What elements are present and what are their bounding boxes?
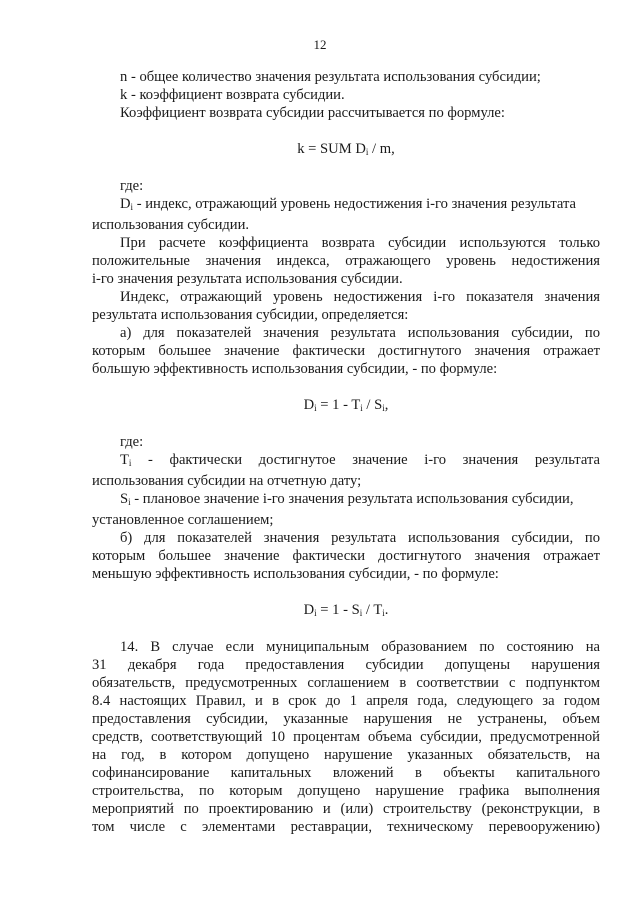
text-line: где: — [120, 178, 144, 194]
text-line: средств, соответствующий 10 процентам объема субсидии, предусмотренной — [92, 729, 600, 745]
document-body — [92, 68, 600, 836]
text-line: использования субсидии на отчетную дату; — [92, 473, 362, 489]
text-line: i-го значения результата использования субсидии. — [92, 271, 403, 287]
formula-d-a: $D_i = 1 - T_i / S_i$, — [303, 397, 389, 413]
text-line: на год, в котором допущено нарушение указанных обязательств, на — [92, 747, 600, 763]
text-line: а) для показателей значения результата использования субсидии, по — [120, 325, 600, 341]
text-line: результата использования субсидии, определяется: — [92, 307, 409, 323]
text-line: Индекс, отражающий уровень недостижения i-го показателя значения — [120, 289, 600, 305]
text-line: где: — [120, 434, 144, 450]
text-line: использования субсидии. — [92, 217, 250, 233]
formula-k: k = SUM $D_i$ / m, — [297, 141, 395, 157]
text-line: k - коэффициент возврата субсидии. — [120, 87, 345, 103]
text-line: 14. В случае если муниципальным образованием по состоянию на — [120, 639, 600, 655]
page-number: 12 — [313, 37, 327, 52]
text-line: При расчете коэффициента возврата субсидии используются только — [120, 235, 600, 251]
text-line: $S_i$ - плановое значение i-го значения результата использования субсидии, — [120, 491, 574, 507]
text-line: большую эффективность использования субсидии, - по формуле: — [92, 361, 498, 377]
text-line: 8.4 настоящих Правил, и в срок до 1 апреля года, следующего за годом — [92, 693, 600, 709]
text-line: б) для показателей значения результата использования субсидии, по — [120, 530, 600, 546]
text-line: установленное соглашением; — [92, 512, 274, 528]
text-line: строительства, по которым допущено нарушение графика выполнения — [92, 783, 600, 799]
text-line: том числе с элементами реставрации, техническому перевооружению) — [92, 819, 600, 835]
text-line: софинансирование капитальных вложений в объекты капитального — [92, 765, 600, 781]
text-line: положительные значения индекса, отражающего уровень недостижения — [92, 253, 600, 269]
text-line: Коэффициент возврата субсидии рассчитывается по формуле: — [120, 105, 505, 121]
text-line: которым большее значение фактически достигнутого значения отражает — [92, 548, 600, 564]
text-line: меньшую эффективность использования субсидии, - по формуле: — [92, 566, 499, 582]
text-line: обязательств, предусмотренных соглашением в соответствии с подпунктом — [92, 675, 600, 691]
text-line: 31 декабря года предоставления субсидии допущены нарушения — [92, 657, 600, 673]
text-line: n - общее количество значения результата использования субсидии; — [120, 69, 541, 85]
text-line: $T_i$ - фактически достигнутое значение i-го значения результата — [120, 452, 600, 468]
text-line: $D_i$ - индекс, отражающий уровень недостижения i-го значения результата — [120, 196, 577, 212]
text-line: которым большее значение фактически достигнутого значения отражает — [92, 343, 600, 359]
formula-d-b: $D_i = 1 - S_i / T_i$. — [303, 602, 389, 618]
text-line: предоставления субсидии, указанные нарушения не устранены, объем — [92, 711, 600, 727]
text-line: мероприятий по проектированию и (или) строительству (реконструкции, в — [92, 801, 600, 817]
